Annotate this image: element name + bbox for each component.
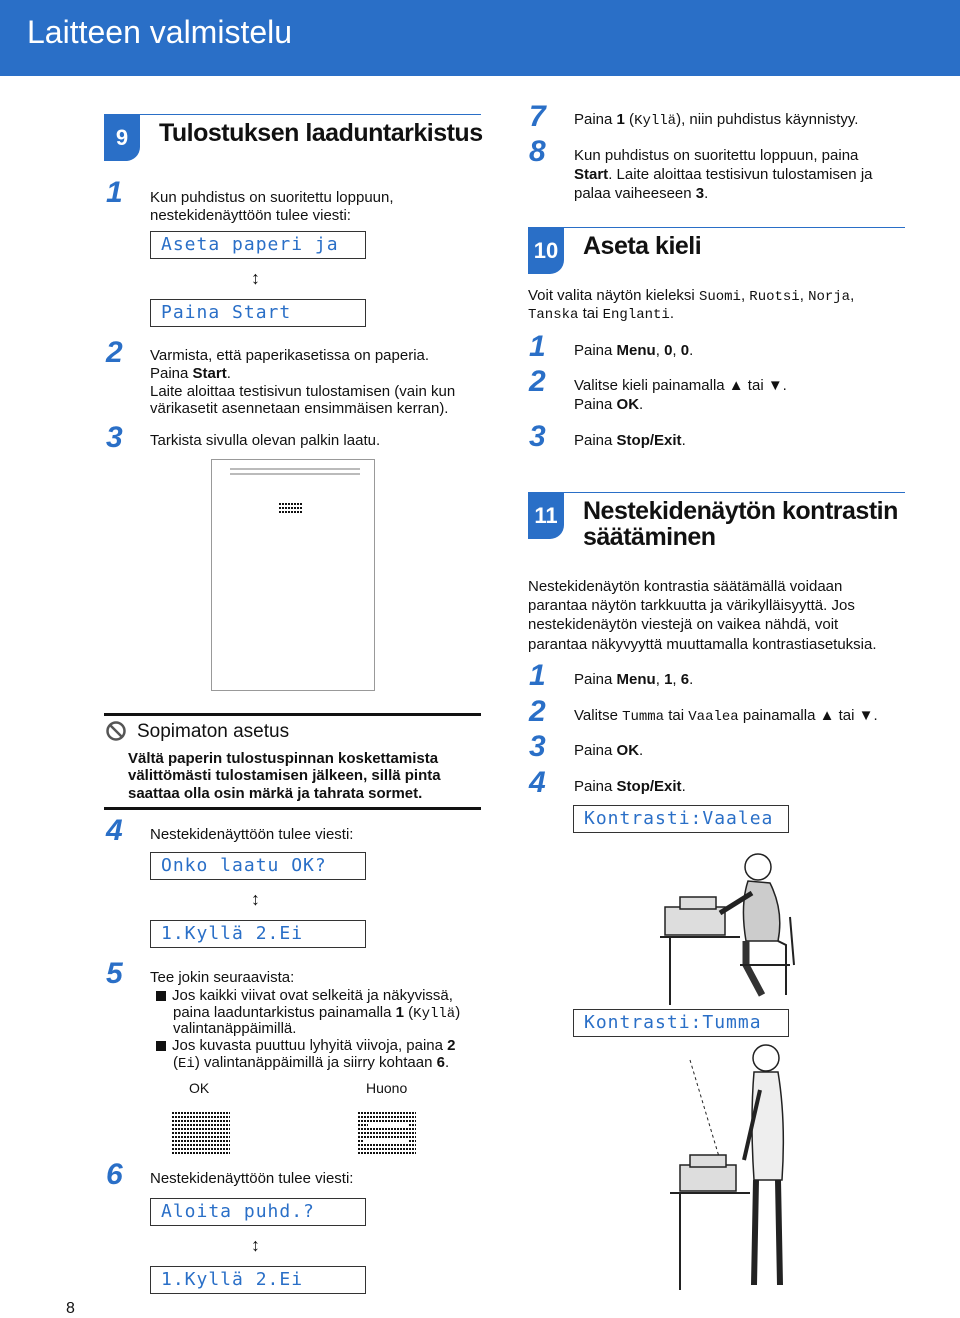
step-number: 2 bbox=[529, 365, 546, 398]
intro-text: nestekidenäytön viestejä on vaikea nähdä, voit bbox=[528, 616, 839, 633]
page-title: Laitteen valmistelu bbox=[27, 14, 293, 50]
step-number: 3 bbox=[106, 421, 123, 454]
intro-text: Voit valita näytön kieleksi Suomi, Ruotsi, Norja, bbox=[528, 287, 855, 305]
bullet-text: (Ei) valintanäppäimillä ja siirry kohtaan 6. bbox=[173, 1054, 450, 1072]
step-number: 8 bbox=[529, 135, 546, 168]
up-down-arrow-icon: ↕ bbox=[251, 889, 260, 909]
ok-label: OK bbox=[189, 1080, 210, 1096]
step-text: Kun puhdistus on suoritettu loppuun, paina bbox=[574, 147, 859, 164]
note-text: Vältä paperin tulostuspinnan koskettamista bbox=[128, 750, 439, 767]
step-number: 5 bbox=[106, 957, 123, 990]
step-text: Kun puhdistus on suoritettu loppuun, bbox=[150, 189, 394, 206]
step-number: 6 bbox=[106, 1158, 123, 1191]
step-text: Nestekidenäyttöön tulee viesti: bbox=[150, 1170, 354, 1187]
step-text: värikasetit asennetaan ensimmäisen kerran). bbox=[150, 400, 449, 417]
bullet-icon bbox=[156, 1041, 166, 1051]
intro-text: parantaa näkyvyyttä muuttamalla kontrastiasetuksia. bbox=[528, 636, 877, 653]
step-number: 3 bbox=[529, 420, 546, 453]
print-text-line bbox=[230, 473, 360, 475]
step-text: Start. Laite aloittaa testisivun tulostamisen ja bbox=[574, 166, 873, 183]
standing-user-illustration bbox=[670, 1040, 810, 1295]
lcd-display: Paina Start bbox=[150, 299, 366, 327]
step-number: 4 bbox=[529, 766, 546, 799]
step-text: Paina Stop/Exit. bbox=[574, 432, 686, 449]
step-number: 1 bbox=[529, 659, 546, 692]
note-rule bbox=[104, 807, 481, 810]
step-text: Paina Menu, 1, 6. bbox=[574, 671, 694, 688]
page-number: 8 bbox=[66, 1300, 75, 1317]
step-text: Laite aloittaa testisivun tulostamisen (vain kun bbox=[150, 383, 456, 400]
up-down-arrow-icon: ↕ bbox=[251, 268, 260, 288]
step-text: Paina OK. bbox=[574, 396, 644, 413]
note-text: saattaa olla osin märkä ja tahrata sormet. bbox=[128, 785, 423, 802]
step-number: 4 bbox=[106, 814, 123, 847]
lcd-display: 1.Kyllä 2.Ei bbox=[150, 920, 366, 948]
step-text: Paina 1 (Kyllä), niin puhdistus käynnistyy. bbox=[574, 111, 859, 129]
bullet-text: valintanäppäimillä. bbox=[173, 1020, 297, 1037]
missing-line bbox=[364, 1140, 408, 1142]
step-text: Tarkista sivulla olevan palkin laatu. bbox=[150, 432, 381, 449]
bullet-text: paina laaduntarkistus painamalla 1 (Kyllä) bbox=[173, 1004, 461, 1022]
step-title: Tulostuksen laaduntarkistus bbox=[159, 119, 483, 147]
intro-text: parantaa näytön tarkkuutta ja värikylläisyyttä. Jos bbox=[528, 597, 855, 614]
bullet-icon bbox=[156, 991, 166, 1001]
note-rule bbox=[104, 713, 481, 716]
step-title: Aseta kieli bbox=[583, 232, 702, 260]
step-text: Paina Menu, 0, 0. bbox=[574, 342, 694, 359]
step-text: nestekidenäyttöön tulee viesti: bbox=[150, 207, 351, 224]
bullet-item: Jos kaikki viivat ovat selkeitä ja näkyvissä, bbox=[156, 987, 453, 1005]
lcd-display: Kontrasti:Tumma bbox=[573, 1009, 789, 1037]
test-page-image bbox=[211, 459, 375, 691]
lcd-display: Aloita puhd.? bbox=[150, 1198, 366, 1226]
step-text: Paina Start. bbox=[150, 365, 231, 382]
step-badge-11: 11 bbox=[528, 493, 564, 539]
lcd-display: Kontrasti:Vaalea bbox=[573, 805, 789, 833]
print-text-line bbox=[230, 468, 360, 470]
up-down-arrow-icon: ↕ bbox=[251, 1235, 260, 1255]
prohibited-icon bbox=[106, 721, 126, 741]
step-rule bbox=[528, 492, 905, 493]
step-number: 1 bbox=[529, 330, 546, 363]
step-text: Valitse kieli painamalla ▲ tai ▼. bbox=[574, 377, 787, 394]
note-text: välittömästi tulostamisen jälkeen, sillä pinta bbox=[128, 767, 441, 784]
bad-label: Huono bbox=[366, 1080, 408, 1096]
note-title: Sopimaton asetus bbox=[137, 721, 290, 742]
step-badge-9: 9 bbox=[104, 115, 140, 161]
step-number: 7 bbox=[529, 100, 546, 133]
intro-text: Tanska tai Englanti. bbox=[528, 305, 674, 323]
step-text: Varmista, että paperikasetissa on paperia. bbox=[150, 347, 430, 364]
page-header bbox=[0, 0, 960, 76]
step-number: 2 bbox=[529, 695, 546, 728]
intro-text: Nestekidenäytön kontrastia säätämällä voidaan bbox=[528, 578, 843, 595]
bullet-item: Jos kuvasta puuttuu lyhyitä viivoja, paina 2 bbox=[156, 1037, 456, 1055]
ok-pattern-image bbox=[172, 1110, 230, 1156]
step-title: Nestekidenäytön kontrastin bbox=[583, 497, 898, 525]
lcd-display: 1.Kyllä 2.Ei bbox=[150, 1266, 366, 1294]
step-number: 3 bbox=[529, 730, 546, 763]
test-pattern bbox=[279, 501, 303, 515]
step-text: Paina OK. bbox=[574, 742, 644, 759]
missing-line bbox=[368, 1124, 408, 1126]
step-text: Tee jokin seuraavista: bbox=[150, 969, 295, 986]
step-number: 1 bbox=[106, 176, 123, 209]
seated-user-illustration bbox=[660, 845, 800, 1010]
step-number: 2 bbox=[106, 336, 123, 369]
lcd-display: Aseta paperi ja bbox=[150, 231, 366, 259]
step-title: säätäminen bbox=[583, 523, 716, 551]
step-text: palaa vaiheeseen 3. bbox=[574, 185, 709, 202]
bad-pattern-image bbox=[358, 1110, 416, 1156]
step-text: Paina Stop/Exit. bbox=[574, 778, 686, 795]
step-badge-10: 10 bbox=[528, 228, 564, 274]
lcd-display: Onko laatu OK? bbox=[150, 852, 366, 880]
step-rule bbox=[528, 227, 905, 228]
step-text: Valitse Tumma tai Vaalea painamalla ▲ tai ▼. bbox=[574, 707, 878, 725]
step-rule bbox=[104, 114, 481, 115]
step-text: Nestekidenäyttöön tulee viesti: bbox=[150, 826, 354, 843]
